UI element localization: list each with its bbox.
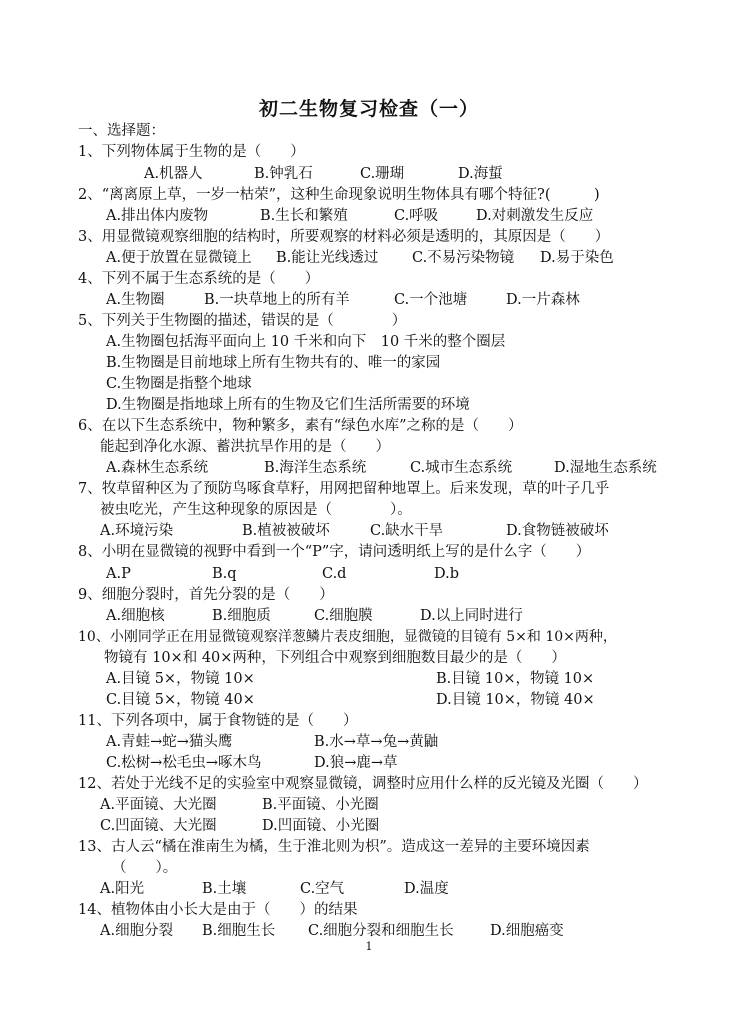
question-11-option-b: B.水→草→兔→黄鼬 [314, 734, 439, 750]
question-1-option-c: C.珊瑚 [360, 166, 405, 182]
question-10-option-c: C.目镜 5×，物镜 40× [106, 692, 255, 708]
question-11-option-a: A.青蛙→蛇→猫头鹰 [106, 734, 233, 750]
question-3-option-d: D.易于染色 [540, 250, 614, 266]
question-10-option-b: B.目镜 10×，物镜 10× [436, 671, 595, 687]
question-10-stem: 10、小刚同学正在用显微镜观察洋葱鳞片表皮细胞，显微镜的目镜有 5×和 10×两种， [78, 629, 617, 645]
question-8-option-c: C.d [322, 566, 347, 582]
question-14-option-c: C.细胞分裂和细胞生长 [308, 923, 454, 939]
page-number: 1 [365, 940, 373, 953]
question-9-option-c: C.细胞膜 [314, 608, 373, 624]
question-1-option-a: A.机器人 [144, 166, 203, 182]
question-11-stem: 11、下列各项中，属于食物链的是（ ） [78, 713, 358, 729]
question-11-option-d: D.狼→鹿→草 [314, 755, 398, 771]
question-13-option-c: C.空气 [300, 881, 345, 897]
question-5-stem: 5、下列关于生物圈的描述，错误的是（ ） [78, 313, 407, 329]
question-5-option-c: C.生物圈是指整个地球 [106, 376, 252, 392]
question-12-option-a: A.平面镜、大光圈 [100, 797, 217, 813]
question-4-stem: 4、下列不属于生态系统的是（ ） [78, 271, 320, 287]
question-4-option-d: D.一片森林 [506, 292, 580, 308]
question-3-option-a: A.便于放置在显微镜上 [106, 250, 252, 266]
question-2-option-d: D.对刺激发生反应 [476, 208, 594, 224]
question-14-option-a: A.细胞分裂 [100, 923, 174, 939]
question-7-option-a: A.环境污染 [100, 523, 174, 539]
question-11-option-c: C.松树→松毛虫→啄木鸟 [106, 755, 262, 771]
question-12-option-c: C.凹面镜、大光圈 [100, 818, 217, 834]
question-13-option-d: D.温度 [404, 881, 449, 897]
question-3-option-b: B.能让光线透过 [276, 250, 379, 266]
question-3-option-c: C.不易污染物镜 [412, 250, 515, 266]
question-6-option-c: C.城市生态系统 [410, 460, 513, 476]
question-9-stem: 9、细胞分裂时，首先分裂的是（ ） [78, 587, 334, 603]
question-1-option-b: B.钟乳石 [254, 166, 313, 182]
question-2-option-c: C.呼吸 [394, 208, 439, 224]
question-1-stem: 1、下列物体属于生物的是（ ） [78, 144, 305, 160]
section-heading: 一、选择题： [78, 123, 165, 139]
question-12-stem: 12、若处于光线不足的实验室中观察显微镜，调整时应用什么样的反光镜及光圈（ ） [78, 776, 648, 792]
question-6-option-b: B.海洋生态系统 [264, 460, 367, 476]
question-7-option-d: D.食物链被破坏 [506, 523, 609, 539]
question-5-option-d: D.生物圈是指地球上所有的生物及它们生活所需要的环境 [106, 397, 470, 413]
question-5-option-b: B.生物圈是目前地球上所有生物共有的、唯一的家园 [106, 355, 441, 371]
question-1-option-d: D.海蜇 [458, 166, 503, 182]
question-14-stem: 14、植物体由小长大是由于（ ）的结果 [78, 902, 358, 918]
question-10-option-a: A.目镜 5×，物镜 10× [106, 671, 255, 687]
question-8-option-a: A.P [106, 566, 131, 582]
question-4-option-b: B.一块草地上的所有羊 [204, 292, 350, 308]
question-13-option-b: B.土壤 [202, 881, 247, 897]
question-9-option-a: A.细胞核 [106, 608, 165, 624]
question-8-option-b: B.q [212, 566, 237, 582]
question-4-option-a: A.生物圈 [106, 292, 165, 308]
question-8-stem: 8、小明在显微镜的视野中看到一个“P”字，请问透明纸上写的是什么字（ ） [78, 544, 591, 560]
question-5-option-a: A.生物圈包括海平面向上 10 千米和向下 10 千米的整个圈层 [106, 334, 506, 350]
question-4-option-c: C.一个池塘 [394, 292, 468, 308]
question-2-option-a: A.排出体内废物 [106, 208, 209, 224]
question-6-stem-continued: 能起到净化水源、蓄洪抗旱作用的是（ ） [100, 439, 390, 455]
question-13-stem: 13、古人云“橘在淮南生为橘，生于淮北则为枳”。造成这一差异的主要环境因素 [78, 839, 590, 855]
question-9-option-d: D.以上同时进行 [420, 608, 523, 624]
question-12-option-d: D.凹面镜、小光圈 [262, 818, 380, 834]
question-2-stem: 2、“离离原上草，一岁一枯荣”，这种生命现象说明生物体具有哪个特征?( ) [78, 187, 600, 203]
question-6-option-d: D.湿地生态系统 [554, 460, 657, 476]
question-7-stem-continued: 被虫吃光，产生这种现象的原因是（ ）。 [100, 502, 412, 518]
question-14-option-b: B.细胞生长 [202, 923, 276, 939]
question-3-stem: 3、用显微镜观察细胞的结构时，所要观察的材料必须是透明的，其原因是（ ） [78, 229, 610, 245]
question-9-option-b: B.细胞质 [212, 608, 271, 624]
question-12-option-b: B.平面镜、小光圈 [262, 797, 379, 813]
question-8-option-d: D.b [434, 566, 459, 582]
question-7-option-c: C.缺水干旱 [370, 523, 444, 539]
question-10-stem-continued: 物镜有 10×和 40×两种，下列组合中观察到细胞数目最少的是（ ） [104, 650, 566, 666]
question-6-option-a: A.森林生态系统 [106, 460, 209, 476]
question-7-option-b: B.植被被破坏 [242, 523, 330, 539]
question-7-stem: 7、牧草留种区为了预防鸟啄食草籽，用网把留种地罩上。后来发现，草的叶子几乎 [78, 481, 610, 497]
question-2-option-b: B.生长和繁殖 [260, 208, 348, 224]
question-10-option-d: D.目镜 10×，物镜 40× [436, 692, 595, 708]
question-6-stem: 6、在以下生态系统中，物种繁多，素有“绿色水库”之称的是（ ） [78, 418, 523, 434]
document-title: 初二生物复习检查（一） [258, 98, 479, 120]
question-14-option-d: D.细胞癌变 [490, 923, 564, 939]
question-13-stem-continued: （ ）。 [112, 860, 178, 876]
question-13-option-a: A.阳光 [100, 881, 145, 897]
